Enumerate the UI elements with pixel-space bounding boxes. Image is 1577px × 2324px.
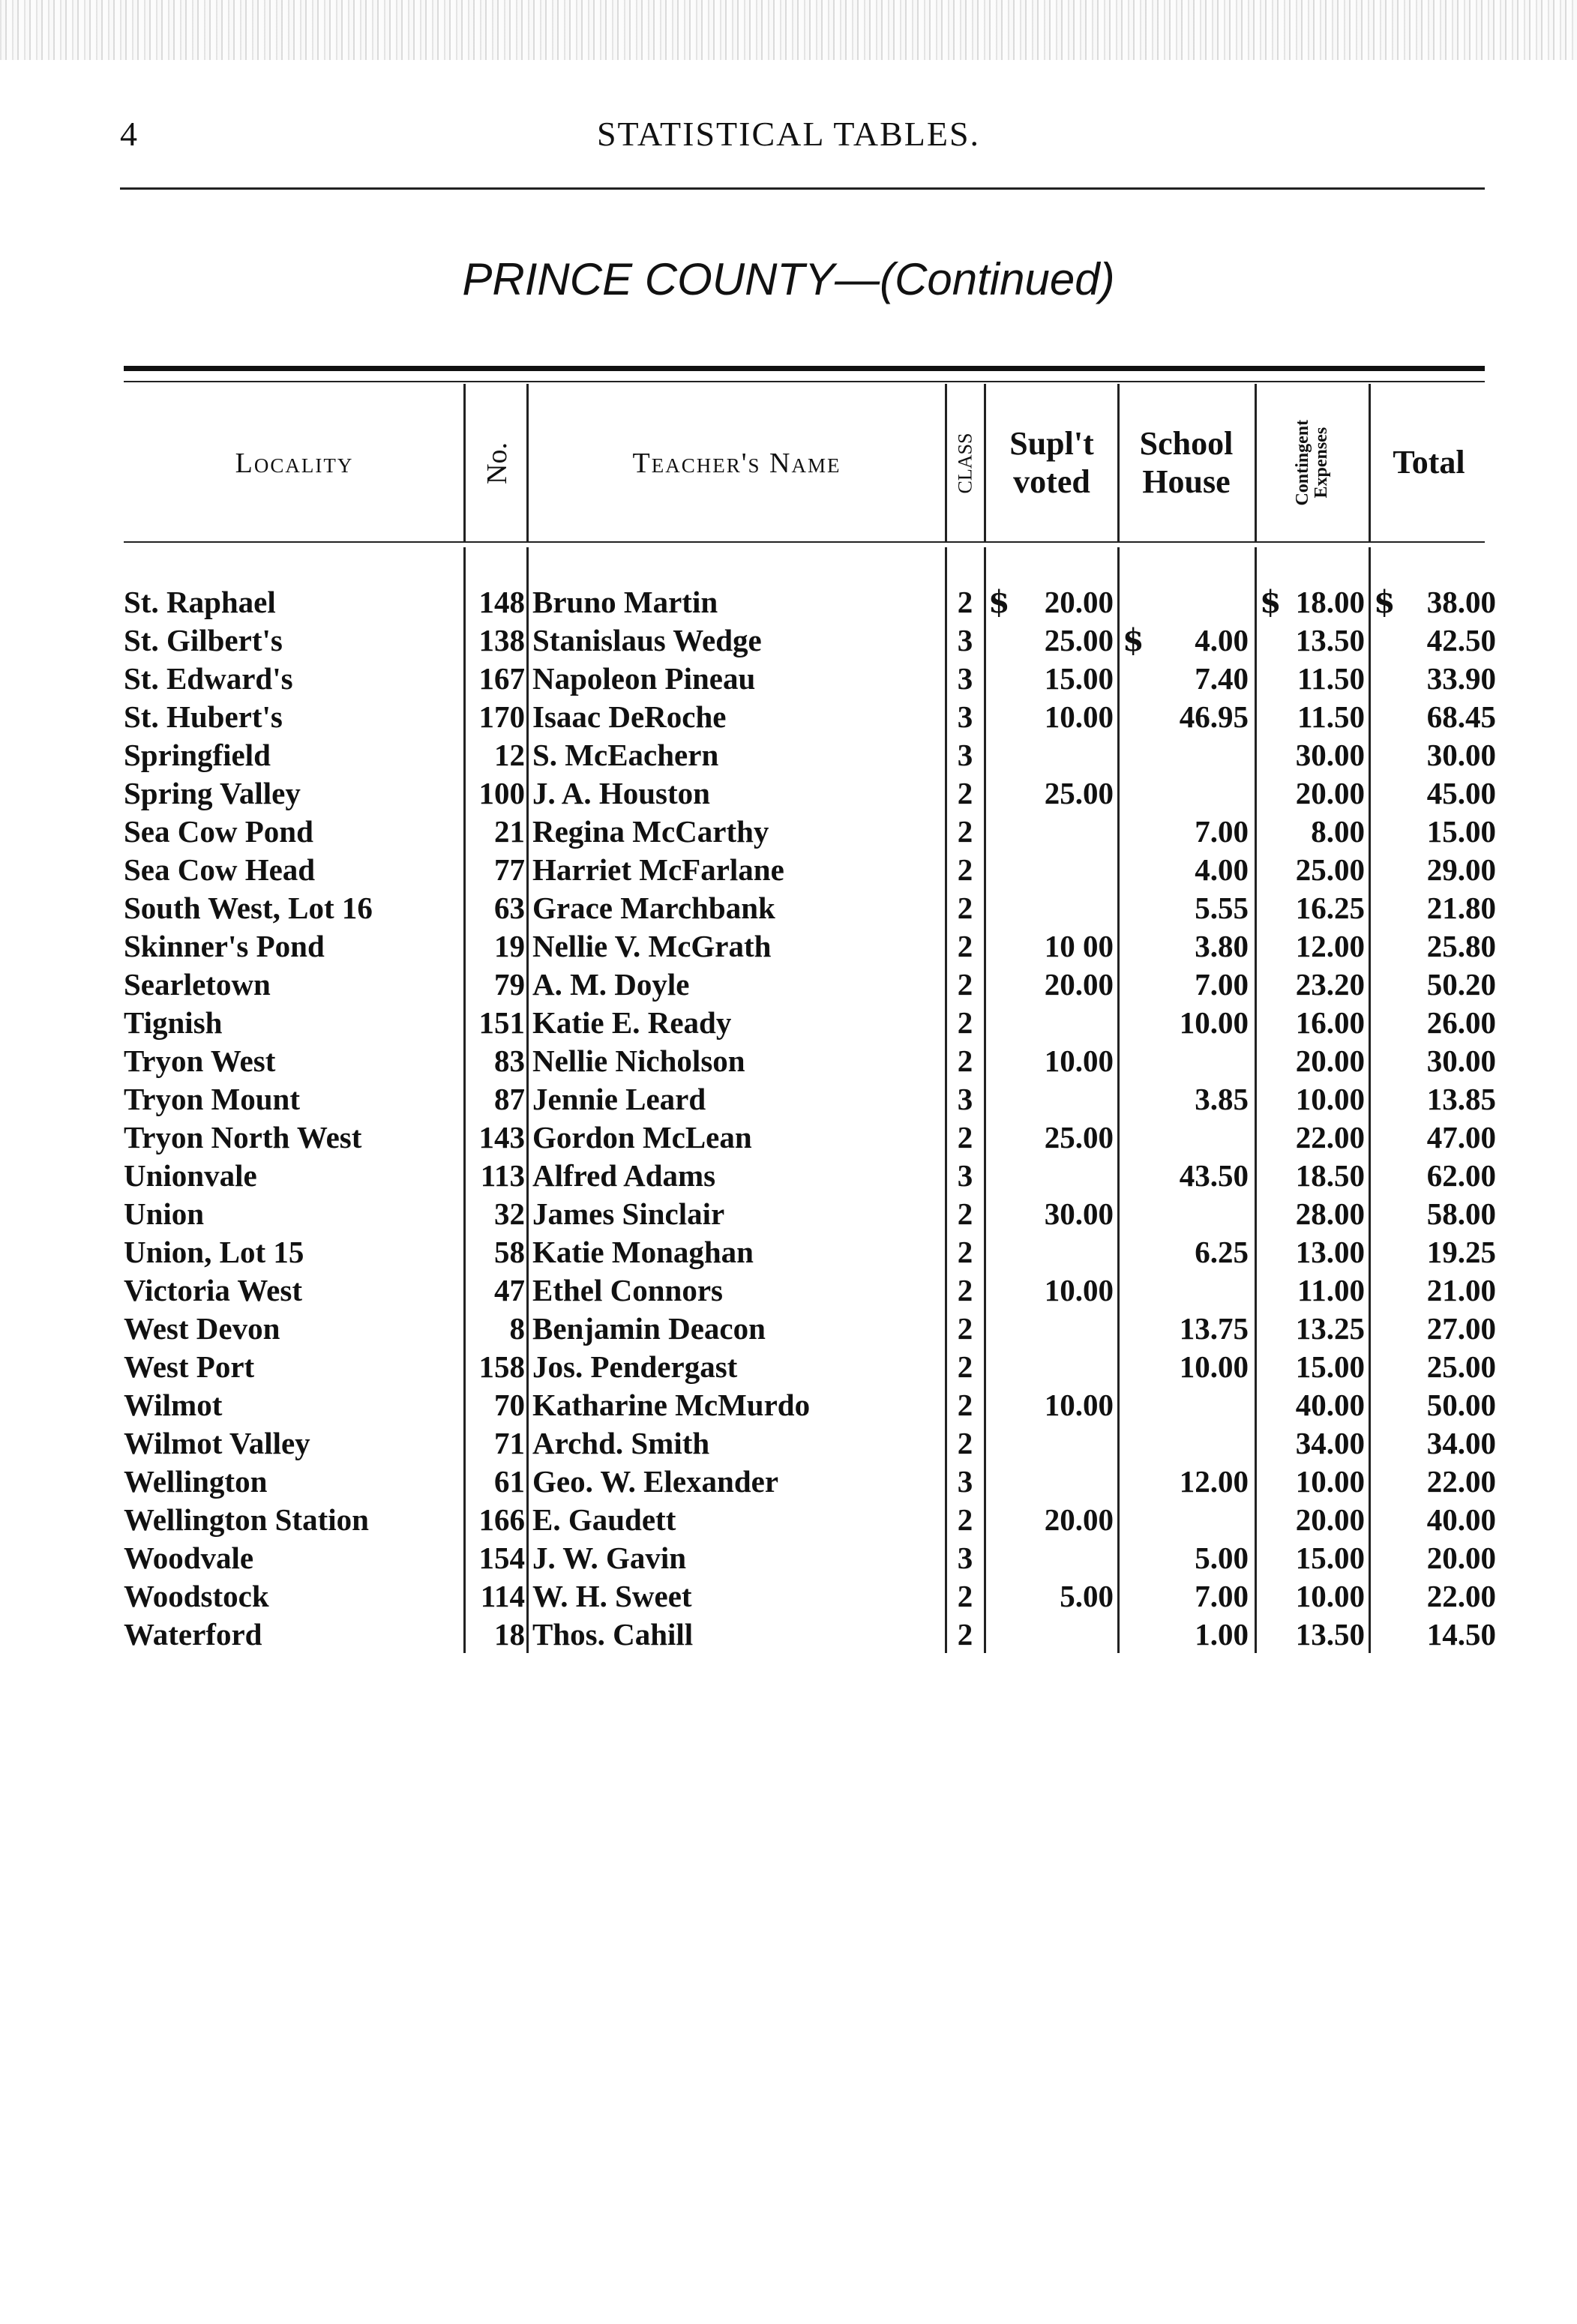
- cell-total: 34.00: [1426, 1426, 1496, 1460]
- cell-supl-voted: [986, 1310, 1114, 1348]
- cell-total: 68.45: [1426, 699, 1496, 734]
- cell-class: 3: [957, 1541, 973, 1575]
- cell-contingent-expenses: 13.00: [1295, 1235, 1365, 1269]
- cell-contingent-expenses: 11.50: [1297, 699, 1365, 734]
- cell-total: 50.20: [1426, 967, 1496, 1002]
- cell-contingent-expenses: 18.00: [1295, 585, 1365, 619]
- cell-no: 100: [478, 776, 525, 810]
- cell-supl-voted: [986, 1157, 1114, 1195]
- divider: [945, 384, 947, 541]
- table-row: [0, 774, 1577, 813]
- cell-no: 113: [480, 1158, 525, 1193]
- cell-teacher-name: E. Gaudett: [532, 1502, 676, 1537]
- cell-no: 77: [494, 852, 525, 887]
- cell-teacher-name: Ethel Connors: [532, 1273, 724, 1307]
- cell-teacher-name: Napoleon Pineau: [532, 661, 756, 696]
- cell-school-house: [1121, 1195, 1249, 1233]
- cell-no: 58: [494, 1235, 525, 1269]
- cell-no: 170: [478, 699, 525, 734]
- cell-supl-voted: 20.00: [1044, 585, 1114, 619]
- cell-teacher-name: J. W. Gavin: [532, 1541, 687, 1575]
- cell-contingent-expenses: 34.00: [1295, 1426, 1365, 1460]
- table-row: [0, 1424, 1577, 1463]
- cell-total: 25.00: [1426, 1349, 1496, 1384]
- cell-supl-voted: [986, 1004, 1114, 1042]
- cell-locality: Skinner's Pond: [124, 929, 325, 963]
- cell-contingent-expenses: 16.00: [1295, 1005, 1365, 1040]
- cell-teacher-name: Isaac DeRoche: [532, 699, 727, 734]
- cell-total: 13.85: [1426, 1082, 1496, 1116]
- cell-teacher-name: A. M. Doyle: [532, 967, 690, 1002]
- cell-locality: Tignish: [124, 1005, 223, 1040]
- cell-class: 2: [957, 1235, 973, 1269]
- cell-school-house: [1121, 1271, 1249, 1310]
- cell-teacher-name: James Sinclair: [532, 1196, 725, 1231]
- cell-total: 45.00: [1426, 776, 1496, 810]
- table-row: [0, 698, 1577, 736]
- cell-no: 19: [494, 929, 525, 963]
- cell-contingent-expenses: 11.50: [1297, 661, 1365, 696]
- cell-total: 21.80: [1426, 891, 1496, 925]
- cell-locality: South West, Lot 16: [124, 891, 373, 925]
- cell-total: 27.00: [1426, 1311, 1496, 1346]
- cell-teacher-name: Archd. Smith: [532, 1426, 710, 1460]
- cell-supl-voted: [986, 1424, 1114, 1463]
- column-header-total: Total: [1393, 444, 1465, 481]
- cell-total: 38.00: [1426, 585, 1496, 619]
- cell-total: 50.00: [1426, 1388, 1496, 1422]
- cell-total: 33.90: [1426, 661, 1496, 696]
- divider: [1369, 384, 1371, 541]
- cell-total: 62.00: [1426, 1158, 1496, 1193]
- cell-supl-voted: 30.00: [1044, 1196, 1114, 1231]
- cell-locality: Sea Cow Head: [124, 852, 316, 887]
- cell-teacher-name: Nellie V. McGrath: [532, 929, 772, 963]
- cell-supl-voted: 20.00: [1044, 967, 1114, 1002]
- cell-class: 2: [957, 1349, 973, 1384]
- cell-total: 29.00: [1426, 852, 1496, 887]
- cell-no: 114: [480, 1579, 525, 1613]
- cell-supl-voted: 10.00: [1044, 1044, 1114, 1078]
- cell-school-house: 13.75: [1179, 1311, 1249, 1346]
- cell-school-house: 12.00: [1179, 1464, 1249, 1499]
- cell-locality: Sea Cow Pond: [124, 814, 313, 849]
- cell-supl-voted: [986, 1233, 1114, 1271]
- cell-teacher-name: Katie Monaghan: [532, 1235, 754, 1269]
- cell-class: 2: [957, 891, 973, 925]
- cell-school-house: 7.00: [1195, 967, 1249, 1002]
- cell-no: 83: [494, 1044, 525, 1078]
- table-row: [0, 851, 1577, 889]
- cell-school-house: 7.00: [1195, 1579, 1249, 1613]
- cell-teacher-name: Grace Marchbank: [532, 891, 775, 925]
- cell-no: 32: [494, 1196, 525, 1231]
- cell-contingent-expenses: 25.00: [1295, 852, 1365, 887]
- cell-class: 2: [957, 1273, 973, 1307]
- cell-total: 14.50: [1426, 1617, 1496, 1652]
- cell-supl-voted: 10.00: [1044, 699, 1114, 734]
- cell-supl-voted: 15.00: [1044, 661, 1114, 696]
- cell-school-house: 46.95: [1179, 699, 1249, 734]
- divider: [463, 384, 466, 541]
- cell-class: 3: [957, 1082, 973, 1116]
- cell-school-house: 4.00: [1195, 623, 1249, 657]
- cell-teacher-name: Thos. Cahill: [532, 1617, 694, 1652]
- county-title: PRINCE COUNTY—(Continued): [462, 254, 1115, 304]
- cell-supl-voted: 10 00: [1044, 929, 1114, 963]
- divider: [526, 384, 529, 541]
- cell-teacher-name: Regina McCarthy: [532, 814, 769, 849]
- cell-school-house: [1121, 774, 1249, 813]
- cell-locality: Wilmot Valley: [124, 1426, 310, 1460]
- cell-no: 87: [494, 1082, 525, 1116]
- currency-sign: $: [988, 584, 1010, 620]
- cell-teacher-name: Jos. Pendergast: [532, 1349, 738, 1384]
- cell-class: 2: [957, 1196, 973, 1231]
- cell-class: 2: [957, 585, 973, 619]
- column-header-school: School House: [1139, 424, 1234, 500]
- cell-locality: Wilmot: [124, 1388, 223, 1422]
- column-header-class: CLASS: [954, 433, 976, 493]
- cell-school-house: 6.25: [1195, 1235, 1249, 1269]
- currency-sign: $: [1260, 584, 1282, 620]
- cell-no: 167: [478, 661, 525, 696]
- cell-teacher-name: Harriet McFarlane: [532, 852, 784, 887]
- cell-supl-voted: [986, 889, 1114, 927]
- cell-no: 71: [494, 1426, 525, 1460]
- cell-no: 158: [478, 1349, 525, 1384]
- cell-locality: Waterford: [124, 1617, 262, 1652]
- column-header-teacher: Teacher's Name: [632, 447, 841, 479]
- table-row: [0, 1501, 1577, 1539]
- cell-no: 143: [478, 1120, 525, 1155]
- divider: [1117, 384, 1120, 541]
- cell-school-house: [1121, 1119, 1249, 1157]
- table-row: [0, 1539, 1577, 1577]
- cell-no: 63: [494, 891, 525, 925]
- cell-locality: West Port: [124, 1349, 255, 1384]
- cell-contingent-expenses: 16.25: [1295, 891, 1365, 925]
- cell-total: 22.00: [1426, 1579, 1496, 1613]
- table-top-rule-thin: [124, 381, 1485, 382]
- cell-school-house: 10.00: [1179, 1349, 1249, 1384]
- cell-school-house: 5.55: [1195, 891, 1249, 925]
- cell-school-house: [1121, 1042, 1249, 1080]
- cell-total: 20.00: [1426, 1541, 1496, 1575]
- cell-supl-voted: [986, 1616, 1114, 1654]
- cell-teacher-name: Bruno Martin: [532, 585, 718, 619]
- cell-teacher-name: Stanislaus Wedge: [532, 623, 762, 657]
- page-number: 4: [120, 115, 137, 153]
- table-row: [0, 1119, 1577, 1157]
- divider: [1255, 384, 1257, 541]
- currency-sign: $: [1374, 584, 1396, 620]
- table-row: [0, 621, 1577, 660]
- cell-no: 21: [494, 814, 525, 849]
- cell-no: 8: [509, 1311, 525, 1346]
- table-row: [0, 1310, 1577, 1348]
- table-row: [0, 1386, 1577, 1424]
- table-row: [0, 1004, 1577, 1042]
- cell-contingent-expenses: 23.20: [1295, 967, 1365, 1002]
- cell-teacher-name: Jennie Leard: [532, 1082, 706, 1116]
- cell-no: 79: [494, 967, 525, 1002]
- cell-school-house: 3.85: [1195, 1082, 1249, 1116]
- cell-supl-voted: 20.00: [1044, 1502, 1114, 1537]
- cell-school-house: [1121, 1501, 1249, 1539]
- cell-supl-voted: [986, 813, 1114, 851]
- cell-locality: Unionvale: [124, 1158, 257, 1193]
- cell-contingent-expenses: 20.00: [1295, 776, 1365, 810]
- cell-class: 2: [957, 1426, 973, 1460]
- table-row: [0, 1271, 1577, 1310]
- table-row: [0, 813, 1577, 851]
- cell-class: 3: [957, 1464, 973, 1499]
- cell-total: 25.80: [1426, 929, 1496, 963]
- table-row: [0, 1157, 1577, 1195]
- cell-no: 47: [494, 1273, 525, 1307]
- table-row: [0, 889, 1577, 927]
- cell-contingent-expenses: 11.00: [1297, 1273, 1365, 1307]
- table-row: [0, 660, 1577, 698]
- table-row: [0, 966, 1577, 1004]
- cell-contingent-expenses: 30.00: [1295, 738, 1365, 772]
- cell-total: 26.00: [1426, 1005, 1496, 1040]
- scan-noise-band: [0, 0, 1577, 60]
- cell-total: 19.25: [1426, 1235, 1496, 1269]
- cell-supl-voted: [986, 1348, 1114, 1386]
- cell-no: 166: [478, 1502, 525, 1537]
- cell-teacher-name: Geo. W. Elexander: [532, 1464, 779, 1499]
- cell-class: 2: [957, 776, 973, 810]
- cell-supl-voted: 10.00: [1044, 1273, 1114, 1307]
- cell-teacher-name: Alfred Adams: [532, 1158, 716, 1193]
- cell-teacher-name: Benjamin Deacon: [532, 1311, 766, 1346]
- cell-teacher-name: J. A. Houston: [532, 776, 710, 810]
- table-row: [0, 1233, 1577, 1271]
- cell-class: 2: [957, 814, 973, 849]
- cell-supl-voted: [986, 851, 1114, 889]
- cell-class: 2: [957, 967, 973, 1002]
- cell-supl-voted: [986, 1539, 1114, 1577]
- cell-contingent-expenses: 13.50: [1295, 623, 1365, 657]
- cell-class: 3: [957, 738, 973, 772]
- column-header-contingent: Contingent Expenses: [1292, 420, 1331, 506]
- cell-locality: Union: [124, 1196, 205, 1231]
- cell-contingent-expenses: 13.50: [1295, 1617, 1365, 1652]
- cell-teacher-name: Gordon McLean: [532, 1120, 752, 1155]
- cell-class: 2: [957, 1044, 973, 1078]
- cell-total: 40.00: [1426, 1502, 1496, 1537]
- cell-supl-voted: 25.00: [1044, 776, 1114, 810]
- cell-class: 2: [957, 852, 973, 887]
- table-row: [0, 583, 1577, 621]
- cell-locality: Tryon North West: [124, 1120, 362, 1155]
- cell-school-house: 43.50: [1179, 1158, 1249, 1193]
- cell-class: 2: [957, 1579, 973, 1613]
- cell-locality: Spring Valley: [124, 776, 301, 810]
- cell-teacher-name: Nellie Nicholson: [532, 1044, 745, 1078]
- cell-total: 58.00: [1426, 1196, 1496, 1231]
- table-row: [0, 1463, 1577, 1501]
- cell-teacher-name: W. H. Sweet: [532, 1579, 692, 1613]
- cell-school-house: 7.40: [1195, 661, 1249, 696]
- table-row: [0, 1195, 1577, 1233]
- column-header-supl: Supl't voted: [1009, 424, 1094, 500]
- cell-contingent-expenses: 8.00: [1311, 814, 1365, 849]
- table-row: [0, 1616, 1577, 1654]
- cell-locality: Woodvale: [124, 1541, 254, 1575]
- cell-locality: Victoria West: [124, 1273, 302, 1307]
- cell-school-house: 7.00: [1195, 814, 1249, 849]
- cell-total: 42.50: [1426, 623, 1496, 657]
- cell-school-house: 3.80: [1195, 929, 1249, 963]
- cell-contingent-expenses: 20.00: [1295, 1502, 1365, 1537]
- table-top-rule: [124, 366, 1485, 371]
- cell-contingent-expenses: 22.00: [1295, 1120, 1365, 1155]
- running-title: STATISTICAL TABLES.: [596, 115, 981, 153]
- cell-supl-voted: 10.00: [1044, 1388, 1114, 1422]
- cell-school-house: 10.00: [1179, 1005, 1249, 1040]
- cell-supl-voted: [986, 1463, 1114, 1501]
- cell-locality: Searletown: [124, 967, 271, 1002]
- cell-no: 70: [494, 1388, 525, 1422]
- cell-total: 15.00: [1426, 814, 1496, 849]
- cell-class: 3: [957, 623, 973, 657]
- table-row: [0, 1577, 1577, 1616]
- cell-class: 2: [957, 1311, 973, 1346]
- cell-total: 21.00: [1426, 1273, 1496, 1307]
- table-row: [0, 927, 1577, 966]
- cell-locality: Tryon Mount: [124, 1082, 301, 1116]
- cell-class: 2: [957, 1502, 973, 1537]
- cell-class: 2: [957, 1617, 973, 1652]
- cell-no: 18: [494, 1617, 525, 1652]
- cell-contingent-expenses: 40.00: [1295, 1388, 1365, 1422]
- cell-contingent-expenses: 12.00: [1295, 929, 1365, 963]
- cell-total: 22.00: [1426, 1464, 1496, 1499]
- divider: [984, 384, 986, 541]
- cell-contingent-expenses: 20.00: [1295, 1044, 1365, 1078]
- cell-school-house: [1121, 583, 1249, 621]
- cell-class: 2: [957, 1388, 973, 1422]
- cell-total: 30.00: [1426, 738, 1496, 772]
- cell-class: 2: [957, 929, 973, 963]
- cell-supl-voted: [986, 736, 1114, 774]
- cell-locality: St. Raphael: [124, 585, 276, 619]
- header-bottom-rule: [124, 541, 1485, 543]
- table-row: [0, 1080, 1577, 1119]
- cell-total: 30.00: [1426, 1044, 1496, 1078]
- header-rule: [120, 187, 1485, 190]
- cell-locality: St. Hubert's: [124, 699, 283, 734]
- cell-no: 61: [494, 1464, 525, 1499]
- cell-locality: Woodstock: [124, 1579, 269, 1613]
- cell-supl-voted: 25.00: [1044, 1120, 1114, 1155]
- cell-class: 3: [957, 699, 973, 734]
- cell-locality: Tryon West: [124, 1044, 276, 1078]
- cell-total: 47.00: [1426, 1120, 1496, 1155]
- table-row: [0, 736, 1577, 774]
- cell-supl-voted: [986, 1080, 1114, 1119]
- cell-contingent-expenses: 10.00: [1295, 1464, 1365, 1499]
- cell-school-house: [1121, 736, 1249, 774]
- cell-contingent-expenses: 13.25: [1295, 1311, 1365, 1346]
- cell-school-house: 5.00: [1195, 1541, 1249, 1575]
- cell-locality: Union, Lot 15: [124, 1235, 304, 1269]
- currency-sign: $: [1123, 622, 1144, 658]
- cell-locality: West Devon: [124, 1311, 280, 1346]
- cell-locality: St. Gilbert's: [124, 623, 283, 657]
- cell-no: 12: [494, 738, 525, 772]
- cell-class: 2: [957, 1120, 973, 1155]
- cell-no: 148: [478, 585, 525, 619]
- cell-school-house: 1.00: [1195, 1617, 1249, 1652]
- cell-supl-voted: 25.00: [1044, 623, 1114, 657]
- cell-contingent-expenses: 18.50: [1295, 1158, 1365, 1193]
- cell-locality: Springfield: [124, 738, 271, 772]
- cell-locality: Wellington: [124, 1464, 268, 1499]
- table-row: [0, 1042, 1577, 1080]
- cell-contingent-expenses: 10.00: [1295, 1579, 1365, 1613]
- cell-supl-voted: 5.00: [1060, 1579, 1114, 1613]
- cell-locality: Wellington Station: [124, 1502, 369, 1537]
- cell-class: 3: [957, 661, 973, 696]
- cell-school-house: [1121, 1424, 1249, 1463]
- column-header-locality: Locality: [235, 447, 354, 479]
- cell-contingent-expenses: 15.00: [1295, 1541, 1365, 1575]
- cell-school-house: 4.00: [1195, 852, 1249, 887]
- cell-contingent-expenses: 10.00: [1295, 1082, 1365, 1116]
- cell-locality: St. Edward's: [124, 661, 293, 696]
- cell-no: 151: [478, 1005, 525, 1040]
- cell-no: 154: [478, 1541, 525, 1575]
- cell-teacher-name: Katharine McMurdo: [532, 1388, 811, 1422]
- cell-teacher-name: S. McEachern: [532, 738, 719, 772]
- cell-no: 138: [478, 623, 525, 657]
- cell-class: 3: [957, 1158, 973, 1193]
- table-row: [0, 1348, 1577, 1386]
- cell-school-house: [1121, 1386, 1249, 1424]
- cell-contingent-expenses: 28.00: [1295, 1196, 1365, 1231]
- cell-teacher-name: Katie E. Ready: [532, 1005, 732, 1040]
- column-header-no: No.: [481, 442, 513, 484]
- cell-contingent-expenses: 15.00: [1295, 1349, 1365, 1384]
- cell-class: 2: [957, 1005, 973, 1040]
